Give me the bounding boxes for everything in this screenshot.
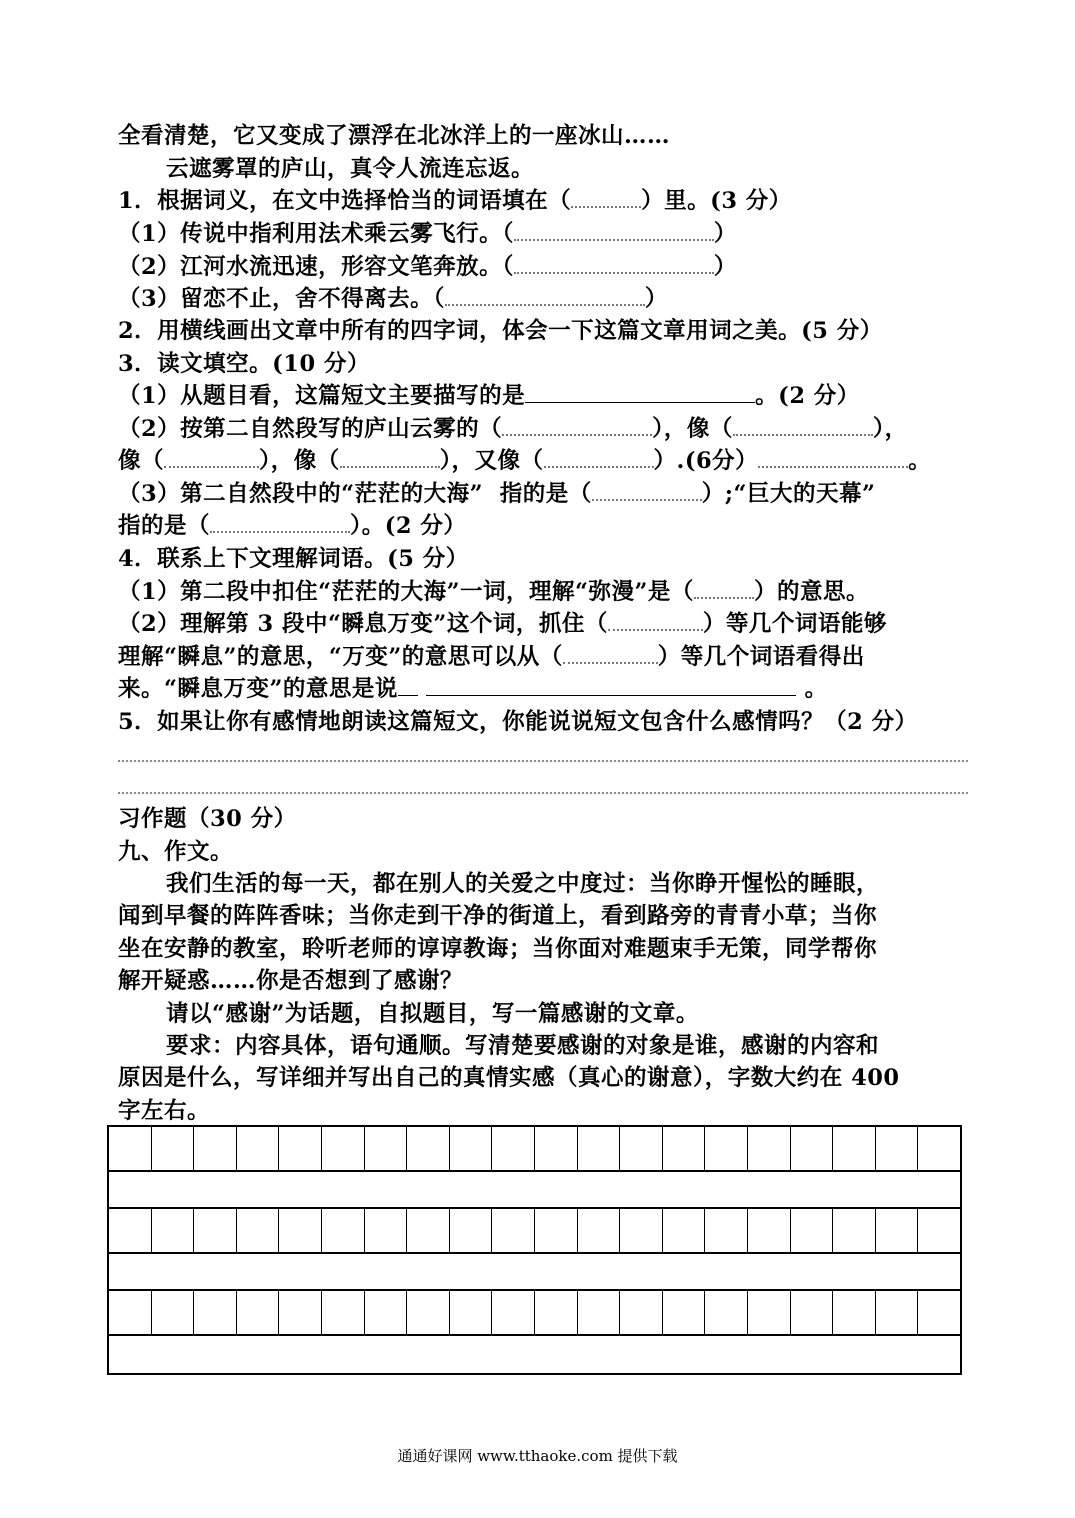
question-2: 2．用横线画出文章中所有的四字词，体会一下这篇文章用词之美。(5 分） [118,318,883,344]
writing-p1-l1: 我们生活的每一天，都在别人的关爱之中度过：当你睁开惺忪的睡眼， [166,871,880,897]
grid-cell[interactable] [791,1291,834,1334]
q1-item-2-text: （2）江河水流迅速，形容文笔奔放。（ [118,254,514,280]
grid-cell[interactable] [833,1209,876,1252]
grid-cell[interactable] [109,1127,152,1170]
grid-cell[interactable] [365,1291,408,1334]
q3-item-2-trail [758,446,908,468]
q1-blank[interactable] [571,186,641,208]
grid-cell[interactable] [109,1209,152,1252]
grid-cell[interactable] [279,1127,322,1170]
grid-cell[interactable] [492,1127,535,1170]
q3-item-3-e: ）。(2 分） [350,513,467,539]
q3-item-2-blank-4[interactable] [340,446,440,468]
grid-cell[interactable] [748,1291,791,1334]
grid-cell[interactable] [791,1127,834,1170]
question-1 [118,185,792,217]
grid-cell[interactable] [450,1127,493,1170]
grid-spacer-row [109,1172,960,1209]
passage-line-2: 云遮雾罩的庐山，真令人流连忘返。 [166,156,535,182]
grid-cell[interactable] [918,1291,960,1334]
grid-cell[interactable] [918,1127,960,1170]
grid-cell[interactable] [535,1291,578,1334]
q1-item-1-close: ） [713,221,737,247]
writing-p3-l2: 原因是什么，写详细并写出自己的真情实感（真心的谢意），字数大约在 400 [118,1065,900,1091]
q3-item-2-f: ），又像（ [439,448,544,474]
writing-p1-l4: 解开疑惑……你是否想到了感谢？ [118,968,464,994]
grid-cell[interactable] [194,1291,237,1334]
grid-cell[interactable] [918,1209,960,1252]
q3-item-2-h: 。 [908,448,932,474]
question-5: 5．如果让你有感情地朗读这篇短文，你能说说短文包含什么感情吗？（2 分） [118,709,918,735]
grid-cell[interactable] [791,1209,834,1252]
q4-item-2-blank-3[interactable] [398,673,418,696]
q4-item-2-b: ）等几个词语能够 [702,611,887,637]
q4-item-1-b: ）的意思。 [753,579,869,605]
grid-cell[interactable] [279,1209,322,1252]
grid-cell[interactable] [109,1291,152,1334]
q3-item-1-score: 。(2 分） [755,383,860,409]
q1-item-2-blank[interactable] [514,252,714,274]
grid-row[interactable] [109,1209,960,1254]
grid-cell[interactable] [450,1291,493,1334]
grid-cell[interactable] [748,1209,791,1252]
q3-item-1 [118,380,860,412]
q3-item-3 [118,478,875,510]
q3-item-3-blank-2[interactable] [210,511,350,533]
q3-item-3-d: 指的是（ [118,513,211,539]
q3-item-3-c: ）;“巨大的天幕” [701,481,876,507]
q1-stem-a: 1．根据词义，在文中选择恰当的词语填在（ [118,188,572,214]
q3-item-3-a: （3）第二自然段中的“茫茫的大海” [118,481,484,507]
grid-row[interactable] [109,1291,960,1336]
writing-p2: 请以“感谢”为话题，自拟题目，写一篇感谢的文章。 [166,1001,699,1027]
q4-item-1-a: （1）第二段中扣住“茫茫的大海”一词，理解“弥漫”是（ [118,579,694,605]
grid-cell[interactable] [492,1291,535,1334]
grid-cell[interactable] [876,1291,919,1334]
grid-cell[interactable] [322,1209,365,1252]
grid-cell[interactable] [407,1209,450,1252]
q4-item-2-d: ）等几个词语看得出 [657,644,865,670]
q4-item-2-blank-4[interactable] [426,673,796,696]
q3-item-2-cont [118,445,931,477]
grid-cell[interactable] [705,1209,748,1252]
grid-spacer-row [109,1254,960,1291]
grid-cell[interactable] [152,1291,195,1334]
grid-cell[interactable] [705,1291,748,1334]
q3-item-2 [118,413,908,445]
q1-item-2 [118,251,737,283]
q4-item-2-c: 理解“瞬息”的意思，“万变”的意思可以从（ [118,644,563,670]
q3-item-3-b: 指的是（ [499,481,592,507]
q4-item-2-blank-1[interactable] [608,609,703,631]
grid-cell[interactable] [833,1127,876,1170]
grid-cell[interactable] [194,1209,237,1252]
writing-heading: 习作题（30 分） [118,806,297,832]
q4-item-2-blank-2[interactable] [563,642,658,664]
q3-item-2-g: ）.(6分） [653,448,759,474]
grid-cell[interactable] [620,1209,663,1252]
grid-cell[interactable] [578,1127,621,1170]
question-4: 4．联系上下文理解词语。(5 分） [118,546,469,572]
grid-cell[interactable] [322,1291,365,1334]
q1-item-1-blank[interactable] [514,219,714,241]
grid-cell[interactable] [152,1209,195,1252]
grid-cell[interactable] [535,1209,578,1252]
q3-item-2-a: （2）按第二自然段写的庐山云雾的（ [118,416,503,442]
q4-item-1 [118,576,869,608]
grid-cell[interactable] [876,1127,919,1170]
grid-cell[interactable] [620,1127,663,1170]
writing-section: 九、作文。 [118,839,234,865]
page-footer: 通通好课网 www.tthaoke.com 提供下载 [397,1447,678,1465]
q3-item-2-c: ）， [872,416,908,442]
passage-line-1: 全看清楚，它又变成了漂浮在北冰洋上的一座冰山…… [118,123,671,149]
q4-item-2-e: 来。“瞬息万变”的意思是说 [118,676,398,702]
q4-item-2-cont-2 [118,673,828,705]
writing-p1-l3: 坐在安静的教室，聆听老师的谆谆教诲；当你面对难题束手无策，同学帮你 [118,936,878,962]
grid-cell[interactable] [876,1209,919,1252]
q4-item-1-blank[interactable] [694,577,754,599]
grid-cell[interactable] [237,1127,280,1170]
grid-spacer-row [109,1336,960,1373]
q5-answer-line-1[interactable] [118,760,968,762]
q3-item-1-blank[interactable] [525,380,755,403]
grid-cell[interactable] [833,1291,876,1334]
grid-cell[interactable] [322,1127,365,1170]
composition-grid[interactable] [107,1125,962,1375]
question-3: 3．读文填空。(10 分） [118,351,370,377]
q1-stem-b: ）里。(3 分） [641,188,792,214]
q1-item-1-text: （1）传说中指利用法术乘云雾飞行。（ [118,221,514,247]
q4-item-2 [118,608,887,640]
grid-cell[interactable] [152,1127,195,1170]
q4-item-2-cont [118,641,865,673]
grid-cell[interactable] [407,1127,450,1170]
grid-cell[interactable] [663,1209,706,1252]
grid-cell[interactable] [450,1209,493,1252]
q5-answer-line-2[interactable] [118,792,968,794]
writing-p3-l3: 字左右。 [118,1098,211,1124]
q3-item-3-cont [118,510,466,542]
q1-item-3-text: （3）留恋不止，舍不得离去。（ [118,286,445,312]
writing-p3-l1: 要求：内容具体，语句通顺。写清楚要感谢的对象是谁，感谢的内容和 [166,1033,880,1059]
q4-item-2-a: （2）理解第 3 段中“瞬息万变”这个词，抓住（ [118,611,608,637]
grid-cell[interactable] [535,1127,578,1170]
grid-cell[interactable] [492,1209,535,1252]
q3-item-2-blank-3[interactable] [164,446,259,468]
writing-p1-l2: 闻到早餐的阵阵香味；当你走到干净的街道上，看到路旁的青青小草；当你 [118,903,878,929]
grid-cell[interactable] [365,1127,408,1170]
q3-item-2-b: ），像（ [652,416,733,442]
grid-cell[interactable] [620,1291,663,1334]
q1-item-3-blank[interactable] [445,284,645,306]
q3-item-3-blank-1[interactable] [592,479,702,501]
q1-item-3 [118,283,668,315]
grid-cell[interactable] [663,1127,706,1170]
grid-cell[interactable] [237,1291,280,1334]
grid-cell[interactable] [407,1291,450,1334]
q1-item-1 [118,218,737,250]
q3-item-2-d: 像（ [118,448,165,474]
grid-row[interactable] [109,1127,960,1172]
q3-item-1-text: （1）从题目看，这篇短文主要描写的是 [118,383,526,409]
q1-item-3-close: ） [644,286,668,312]
grid-cell[interactable] [663,1291,706,1334]
q3-item-2-blank-2[interactable] [733,414,873,436]
grid-cell[interactable] [365,1209,408,1252]
grid-cell[interactable] [194,1127,237,1170]
grid-cell[interactable] [279,1291,322,1334]
q3-item-2-blank-1[interactable] [502,414,652,436]
grid-cell[interactable] [578,1209,621,1252]
q4-item-2-f: 。 [804,676,828,702]
grid-cell[interactable] [237,1209,280,1252]
grid-cell[interactable] [748,1127,791,1170]
grid-cell[interactable] [705,1127,748,1170]
grid-cell[interactable] [578,1291,621,1334]
q3-item-2-e: ），像（ [259,448,340,474]
q3-item-2-blank-5[interactable] [544,446,654,468]
q1-item-2-close: ） [713,254,737,280]
